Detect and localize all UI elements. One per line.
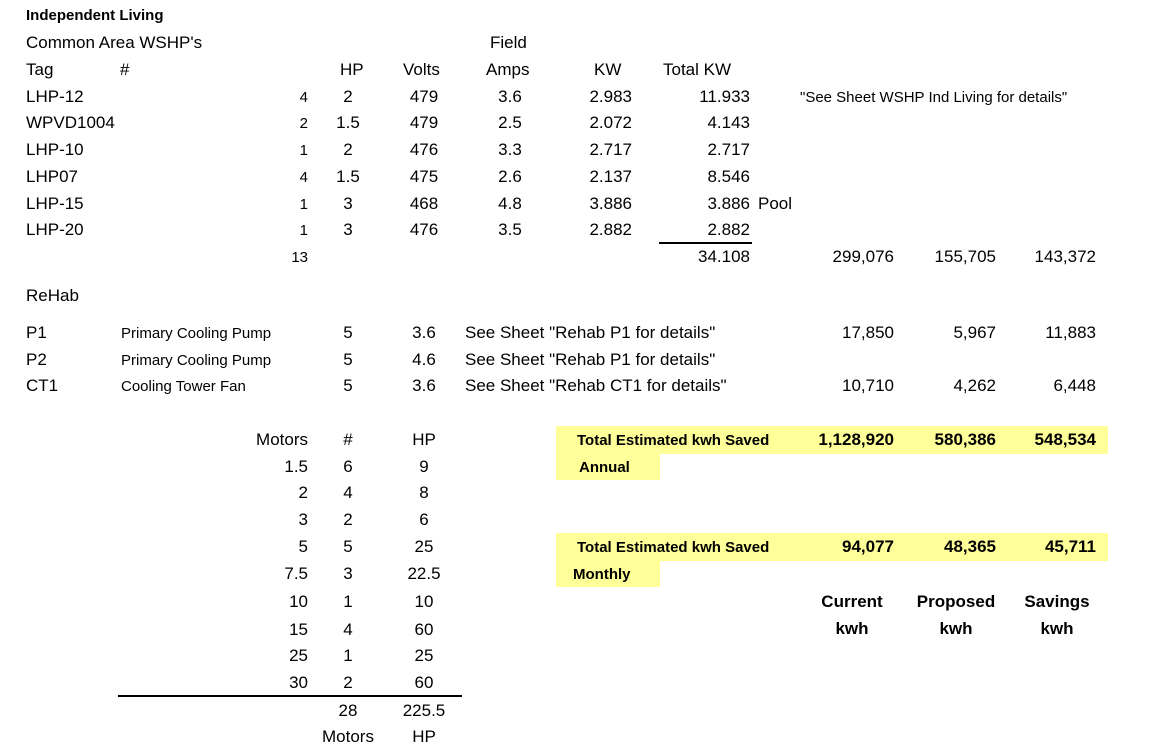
monthly-period: Monthly bbox=[573, 566, 631, 583]
row-tag: LHP-10 bbox=[26, 140, 84, 159]
motors-size: 3 bbox=[298, 510, 308, 529]
col-header-savings: Savings bbox=[1024, 592, 1090, 611]
row-total-kw: 3.886 bbox=[707, 194, 750, 213]
row-kw: 2.882 bbox=[589, 220, 632, 239]
row-kw: 2.717 bbox=[589, 140, 632, 159]
motors-hp: 25 bbox=[414, 537, 434, 556]
row-amps: 3.3 bbox=[498, 140, 522, 159]
annual-proposed: 580,386 bbox=[934, 430, 996, 449]
motors-size: 5 bbox=[298, 537, 308, 556]
row-volts: 475 bbox=[409, 167, 439, 186]
motors-footer-hp: HP bbox=[412, 727, 436, 746]
motors-footer-motors: Motors bbox=[322, 727, 374, 746]
header-total-kw: Total KW bbox=[663, 60, 732, 79]
motors-size: 7.5 bbox=[284, 564, 308, 583]
row-amps: 2.6 bbox=[498, 167, 522, 186]
row-num: 2 bbox=[299, 115, 308, 132]
section-title: Independent Living bbox=[26, 7, 164, 24]
row-kw: 2.137 bbox=[589, 167, 632, 186]
row-tag: LHP-20 bbox=[26, 220, 84, 239]
motors-total-line bbox=[118, 695, 462, 697]
rehab-note: See Sheet "Rehab P1 for details" bbox=[465, 350, 716, 369]
field-label: Field bbox=[490, 33, 527, 52]
rehab-desc: Primary Cooling Pump bbox=[121, 325, 272, 342]
row-hp: 2 bbox=[343, 140, 353, 159]
rehab-savings-kwh: 11,883 bbox=[1045, 323, 1096, 342]
rehab-hp: 5 bbox=[343, 376, 353, 395]
rehab-hp: 5 bbox=[343, 350, 353, 369]
rehab-amps: 3.6 bbox=[412, 376, 436, 395]
row-amps: 4.8 bbox=[498, 194, 522, 213]
motors-total-count: 28 bbox=[338, 701, 358, 720]
motors-count: 2 bbox=[343, 510, 353, 529]
rehab-desc: Cooling Tower Fan bbox=[121, 378, 246, 395]
header-tag: Tag bbox=[26, 60, 54, 79]
row-kw: 3.886 bbox=[589, 194, 632, 213]
row-volts: 476 bbox=[409, 220, 439, 239]
rehab-amps: 4.6 bbox=[412, 350, 436, 369]
row-volts: 479 bbox=[409, 87, 439, 106]
wshp-current-kwh: 299,076 bbox=[832, 247, 894, 266]
row-amps: 3.6 bbox=[498, 87, 522, 106]
row-total-kw: 11.933 bbox=[699, 87, 750, 106]
row-hp: 1.5 bbox=[336, 113, 360, 132]
motors-count: 3 bbox=[343, 564, 353, 583]
row-total-kw: 2.717 bbox=[707, 140, 750, 159]
row-hp: 3 bbox=[343, 194, 353, 213]
row-kw: 2.983 bbox=[589, 87, 632, 106]
monthly-label: Total Estimated kwh Saved bbox=[577, 539, 770, 556]
motors-count: 5 bbox=[343, 537, 353, 556]
row-kw: 2.072 bbox=[589, 113, 632, 132]
motors-count: 4 bbox=[343, 620, 353, 639]
row-num: 1 bbox=[299, 142, 308, 159]
motors-size: 2 bbox=[298, 483, 308, 502]
annual-period: Annual bbox=[579, 459, 630, 476]
motors-hp: 8 bbox=[419, 483, 429, 502]
motors-header-motors: Motors bbox=[256, 430, 308, 449]
header-amps: Amps bbox=[486, 60, 530, 79]
motors-count: 4 bbox=[343, 483, 353, 502]
row-tag: LHP-15 bbox=[26, 194, 84, 213]
row-amps: 2.5 bbox=[498, 113, 522, 132]
row-note: "See Sheet WSHP Ind Living for details" bbox=[800, 89, 1068, 106]
header-volts: Volts bbox=[403, 60, 440, 79]
rehab-note: See Sheet "Rehab P1 for details" bbox=[465, 323, 716, 342]
row-volts: 476 bbox=[409, 140, 439, 159]
motors-hp: 9 bbox=[419, 457, 429, 476]
header-kw: KW bbox=[594, 60, 622, 79]
rehab-proposed-kwh: 5,967 bbox=[953, 323, 996, 342]
row-volts: 479 bbox=[409, 113, 439, 132]
col-header-proposed-unit: kwh bbox=[939, 619, 973, 638]
row-total-kw: 4.143 bbox=[707, 113, 750, 132]
motors-hp: 25 bbox=[414, 646, 434, 665]
monthly-proposed: 48,365 bbox=[944, 537, 996, 556]
col-header-savings-unit: kwh bbox=[1040, 619, 1074, 638]
wshp-proposed-kwh: 155,705 bbox=[934, 247, 996, 266]
total-kw-underline bbox=[659, 242, 752, 244]
rehab-title: ReHab bbox=[26, 286, 79, 305]
motors-count: 6 bbox=[343, 457, 353, 476]
motors-hp: 22.5 bbox=[407, 564, 441, 583]
motors-size: 25 bbox=[289, 646, 308, 665]
annual-savings: 548,534 bbox=[1034, 430, 1096, 449]
row-volts: 468 bbox=[409, 194, 439, 213]
monthly-savings: 45,711 bbox=[1044, 537, 1096, 556]
motors-header-hp: HP bbox=[412, 430, 436, 449]
motors-header-num: # bbox=[343, 430, 353, 449]
wshp-savings-kwh: 143,372 bbox=[1034, 247, 1096, 266]
monthly-current: 94,077 bbox=[842, 537, 894, 556]
annual-label: Total Estimated kwh Saved bbox=[577, 432, 770, 449]
row-hp: 2 bbox=[343, 87, 353, 106]
header-hp: HP bbox=[340, 60, 364, 79]
rehab-savings-kwh: 6,448 bbox=[1053, 376, 1096, 395]
col-header-current: Current bbox=[821, 592, 883, 611]
row-tag: WPVD1004 bbox=[26, 113, 115, 132]
rehab-tag: CT1 bbox=[26, 376, 59, 395]
row-hp: 3 bbox=[343, 220, 353, 239]
section-subtitle: Common Area WSHP's bbox=[26, 33, 203, 52]
row-tag: LHP07 bbox=[26, 167, 78, 186]
rehab-current-kwh: 17,850 bbox=[842, 323, 894, 342]
motors-size: 15 bbox=[289, 620, 308, 639]
motors-hp: 6 bbox=[419, 510, 429, 529]
motors-count: 2 bbox=[343, 673, 353, 692]
motors-count: 1 bbox=[343, 646, 353, 665]
rehab-desc: Primary Cooling Pump bbox=[121, 352, 272, 369]
rehab-proposed-kwh: 4,262 bbox=[953, 376, 996, 395]
row-num: 4 bbox=[299, 89, 308, 106]
motors-hp: 10 bbox=[414, 592, 434, 611]
row-hp: 1.5 bbox=[336, 167, 360, 186]
col-header-proposed: Proposed bbox=[916, 592, 996, 611]
row-note: Pool bbox=[758, 194, 793, 213]
rehab-current-kwh: 10,710 bbox=[842, 376, 894, 395]
row-total-kw: 2.882 bbox=[707, 220, 750, 239]
annual-current: 1,128,920 bbox=[818, 430, 894, 449]
header-num: # bbox=[120, 60, 130, 79]
motors-size: 30 bbox=[289, 673, 308, 692]
row-tag: LHP-12 bbox=[26, 87, 84, 106]
rehab-amps: 3.6 bbox=[412, 323, 436, 342]
rehab-tag: P2 bbox=[26, 350, 47, 369]
motors-size: 10 bbox=[289, 592, 308, 611]
row-amps: 3.5 bbox=[498, 220, 522, 239]
row-num: 1 bbox=[299, 196, 308, 213]
total-kw: 34.108 bbox=[698, 247, 750, 266]
motors-count: 1 bbox=[343, 592, 353, 611]
col-header-current-unit: kwh bbox=[835, 619, 869, 638]
rehab-tag: P1 bbox=[26, 323, 47, 342]
motors-hp: 60 bbox=[414, 673, 434, 692]
row-total-kw: 8.546 bbox=[707, 167, 750, 186]
total-num: 13 bbox=[291, 249, 308, 266]
rehab-note: See Sheet "Rehab CT1 for details" bbox=[465, 376, 727, 395]
row-num: 4 bbox=[299, 169, 308, 186]
motors-hp: 60 bbox=[414, 620, 434, 639]
motors-total-hp: 225.5 bbox=[402, 701, 446, 720]
rehab-hp: 5 bbox=[343, 323, 353, 342]
motors-size: 1.5 bbox=[284, 457, 308, 476]
row-num: 1 bbox=[299, 222, 308, 239]
